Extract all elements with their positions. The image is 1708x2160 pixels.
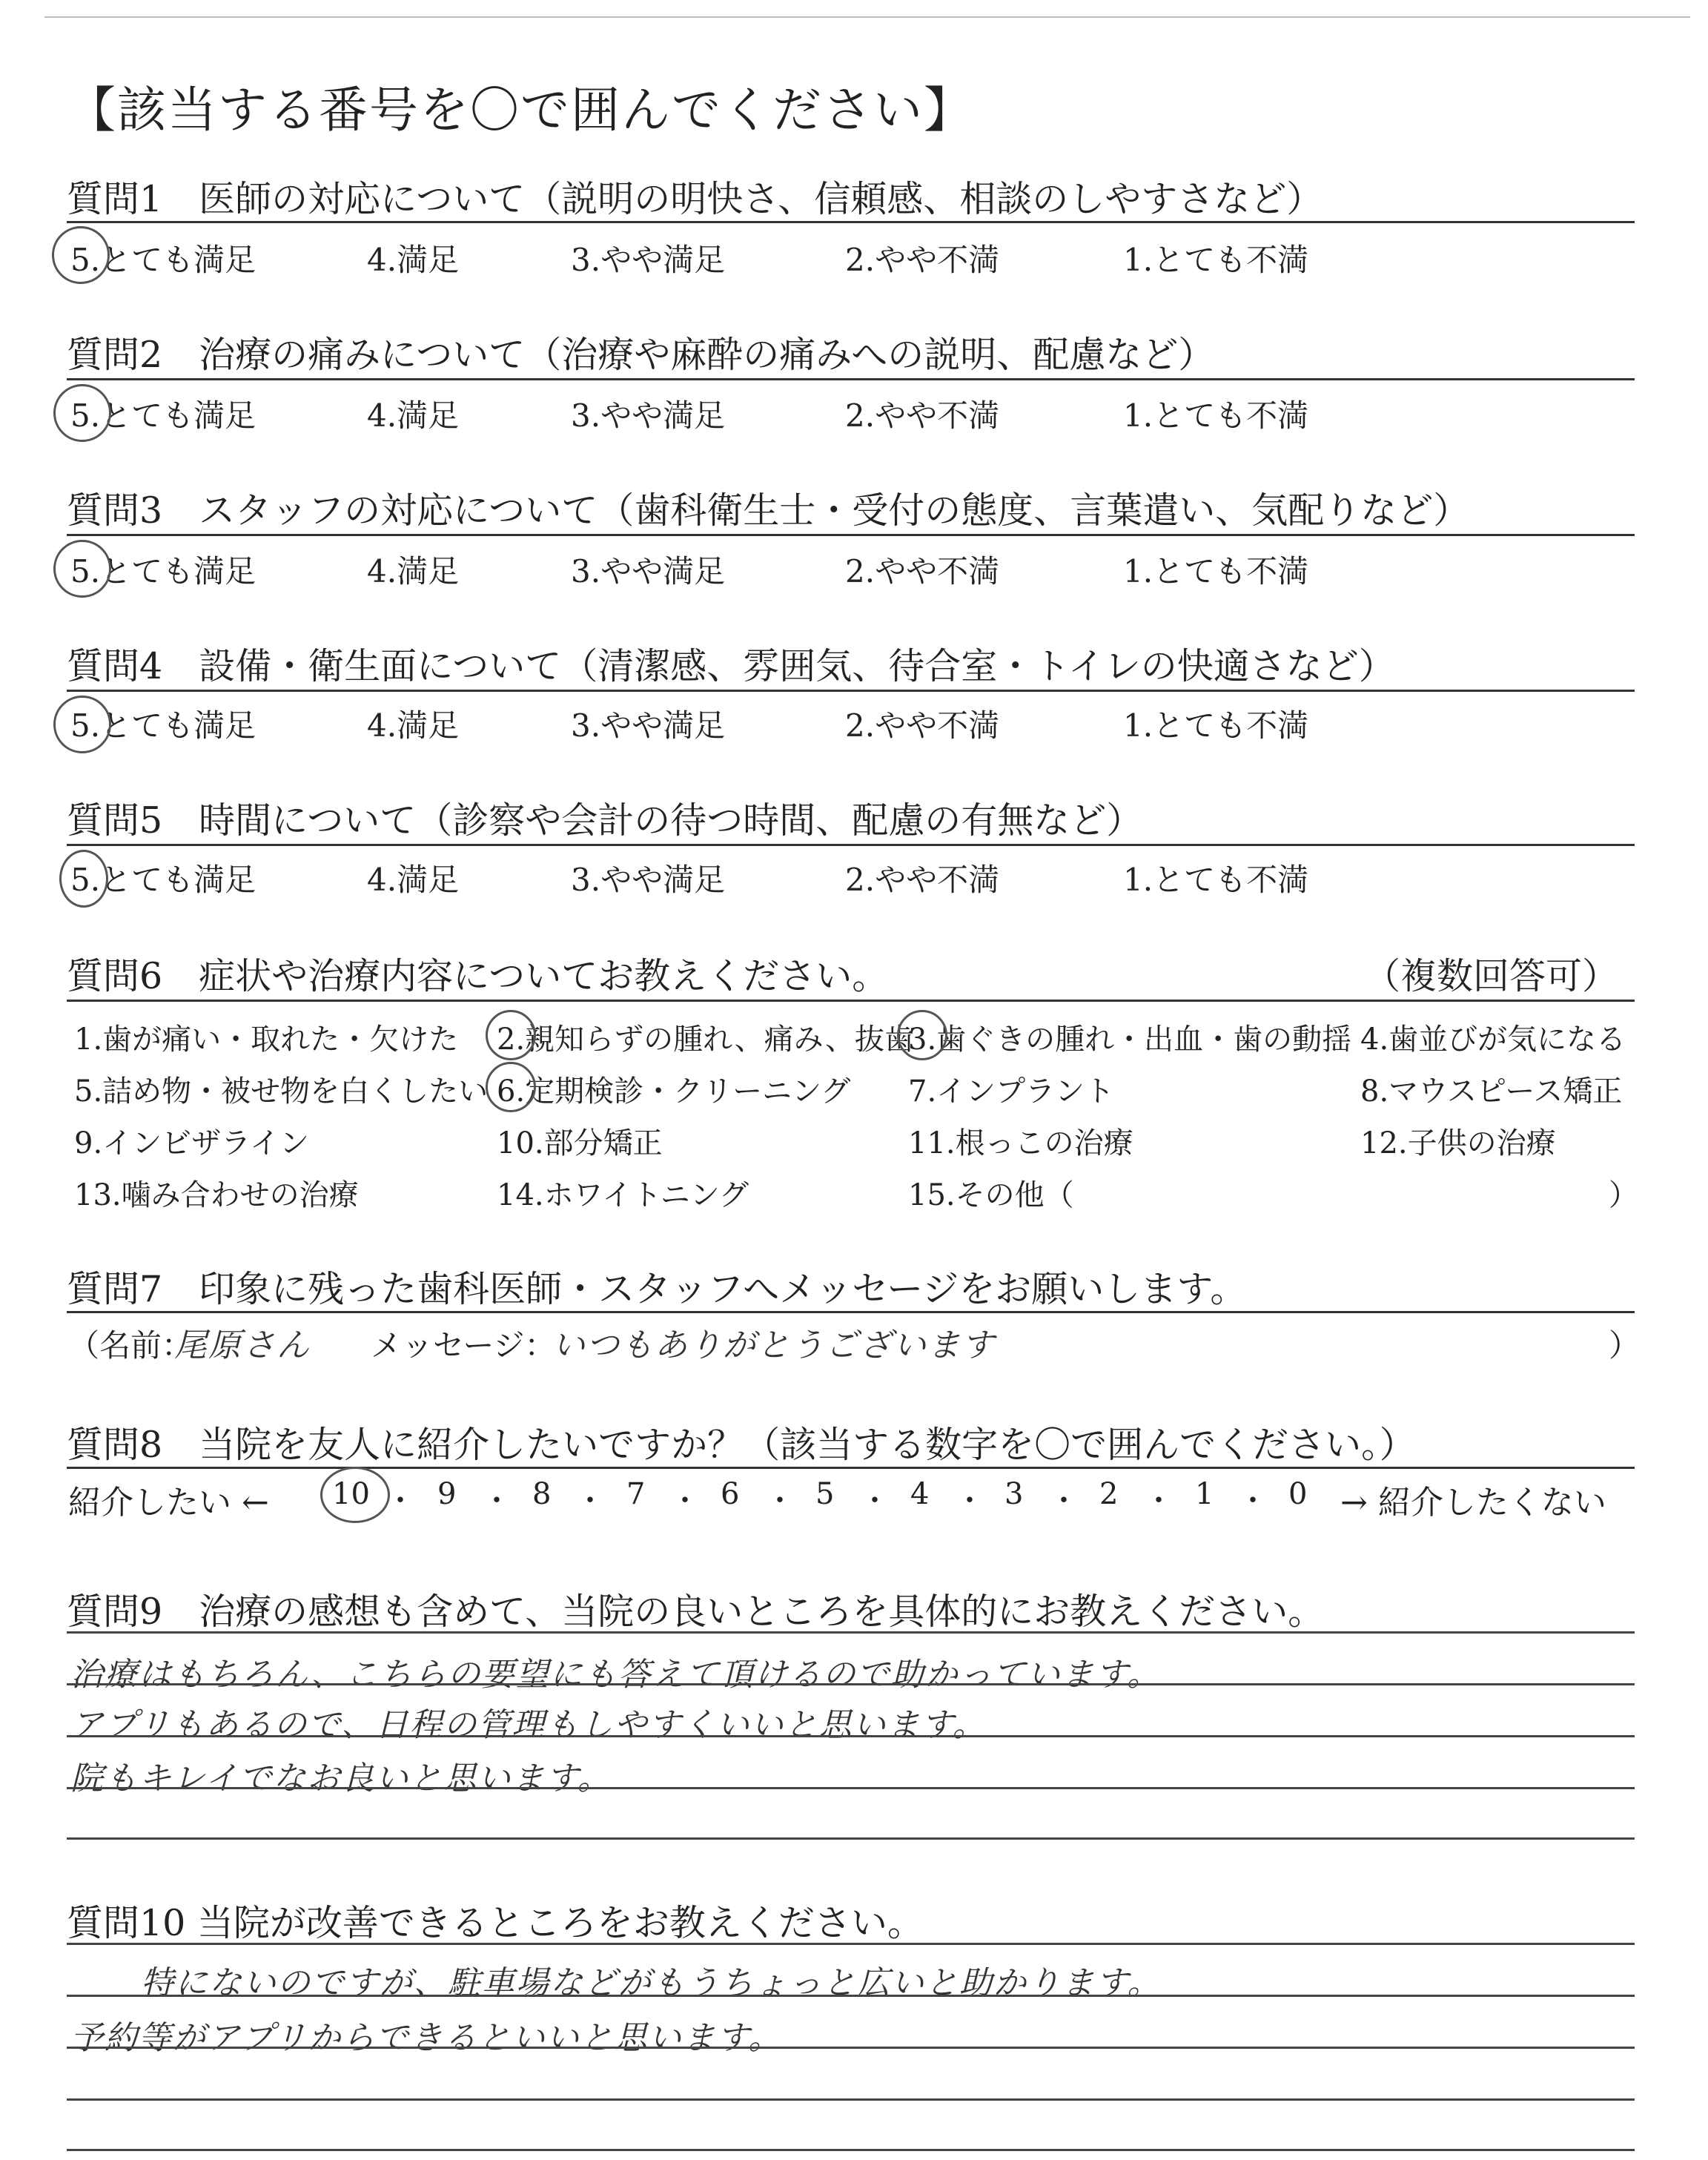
- q8-dot: ・: [385, 1484, 415, 1518]
- q8-dot: ・: [1049, 1484, 1079, 1518]
- q6-option-5[interactable]: 5.詰め物・被せ物を白くしたい: [74, 1074, 489, 1109]
- q8-dot: ・: [765, 1484, 795, 1518]
- q6-option-14[interactable]: 14.ホワイトニング: [497, 1178, 749, 1212]
- page-title: 【該当する番号を〇で囲んでください】: [67, 82, 974, 139]
- q6-option-11[interactable]: 11.根っこの治療: [908, 1126, 1133, 1160]
- q2-option-1[interactable]: 1.とても不満: [1123, 397, 1309, 434]
- q4-selection-circle: [53, 696, 111, 753]
- q7-message-label: メッセージ：: [371, 1327, 556, 1364]
- q8-selection-circle: [320, 1467, 390, 1523]
- q3-option-4[interactable]: 4.満足: [367, 553, 460, 589]
- q6-option-10[interactable]: 10.部分矯正: [497, 1126, 663, 1160]
- q8-dot: ・: [482, 1484, 512, 1518]
- q10-rule-3: [67, 2047, 1635, 2049]
- q8-scale-3[interactable]: 3: [1004, 1477, 1024, 1511]
- q1-option-1[interactable]: 1.とても不満: [1123, 242, 1309, 278]
- q5-option-1[interactable]: 1.とても不満: [1123, 862, 1309, 898]
- q6-option-3[interactable]: 3.歯ぐきの腫れ・出血・歯の動揺: [908, 1023, 1352, 1057]
- q6-selection-circle-3: [897, 1010, 947, 1060]
- q4-option-4[interactable]: 4.満足: [367, 707, 460, 744]
- q3-option-5[interactable]: 5.とても満足: [70, 553, 256, 589]
- q2-option-5[interactable]: 5.とても満足: [70, 397, 256, 434]
- q8-dot: ・: [1144, 1484, 1174, 1518]
- question-1-title: 質問1 医師の対応について（説明の明快さ、信頼感、相談のしやすさなど）: [67, 178, 1323, 220]
- question-10-title: 質問10 当院が改善できるところをお教えください。: [67, 1902, 924, 1944]
- question-5-rule: [67, 844, 1635, 846]
- q8-left-label: 紹介したい ←: [68, 1484, 269, 1522]
- q1-option-4[interactable]: 4.満足: [367, 242, 460, 278]
- q6-selection-circle-6: [486, 1062, 536, 1112]
- q2-option-2[interactable]: 2.やや不満: [845, 397, 1000, 434]
- q6-option-15-close: ）: [1609, 1178, 1638, 1212]
- q8-scale-5[interactable]: 5: [815, 1477, 835, 1511]
- q8-dot: ・: [860, 1484, 890, 1518]
- q6-option-4[interactable]: 4.歯並びが気になる: [1360, 1023, 1626, 1057]
- q8-dot: ・: [1238, 1484, 1268, 1518]
- q9-rule-4: [67, 1787, 1635, 1789]
- q8-dot: ・: [955, 1484, 984, 1518]
- q7-name-value[interactable]: 尾原さん: [174, 1327, 311, 1364]
- question-3-title: 質問3 スタッフの対応について（歯科衛生士・受付の態度、言葉遣い、気配りなど）: [67, 489, 1470, 532]
- q4-option-2[interactable]: 2.やや不満: [845, 707, 1000, 744]
- q8-scale-6[interactable]: 6: [721, 1477, 740, 1511]
- q4-option-5[interactable]: 5.とても満足: [70, 707, 256, 744]
- q5-selection-circle: [59, 850, 108, 908]
- q9-rule-1: [67, 1631, 1635, 1634]
- q5-option-2[interactable]: 2.やや不満: [845, 862, 1000, 898]
- q8-scale-9[interactable]: 9: [437, 1477, 457, 1511]
- question-6-title: 質問6 症状や治療内容についてお教えください。: [67, 955, 889, 997]
- question-2-rule: [67, 378, 1635, 380]
- q6-selection-circle-2: [486, 1010, 536, 1060]
- question-7-rule: [67, 1311, 1635, 1313]
- q6-option-1[interactable]: 1.歯が痛い・取れた・欠けた: [74, 1023, 459, 1057]
- q3-selection-circle: [53, 540, 111, 598]
- q4-option-1[interactable]: 1.とても不満: [1123, 707, 1309, 744]
- question-8-rule: [67, 1467, 1635, 1469]
- q5-option-4[interactable]: 4.満足: [367, 862, 460, 898]
- q6-option-12[interactable]: 12.子供の治療: [1360, 1126, 1556, 1160]
- q9-answer-line-3[interactable]: 院もキレイでなお良いと思います。: [70, 1760, 612, 1797]
- q1-option-5[interactable]: 5.とても満足: [70, 242, 256, 278]
- q6-option-15[interactable]: 15.その他（: [908, 1178, 1074, 1212]
- question-8-title: 質問8 当院を友人に紹介したいですか？（該当する数字を〇で囲んでください。）: [67, 1424, 1416, 1466]
- q8-scale-4[interactable]: 4: [910, 1477, 930, 1511]
- q3-option-1[interactable]: 1.とても不満: [1123, 553, 1309, 589]
- q8-dot: ・: [670, 1484, 700, 1518]
- q10-answer-line-2[interactable]: 予約等がアプリからできるといいと思います。: [70, 2019, 783, 2057]
- q9-answer-line-1[interactable]: 治療はもちろん、こちらの要望にも答えて頂けるので助かっています。: [70, 1656, 1162, 1694]
- question-2-title: 質問2 治療の痛みについて（治療や麻酔の痛みへの説明、配慮など）: [67, 334, 1215, 376]
- question-5-title: 質問5 時間について（診察や会計の待つ時間、配慮の有無など）: [67, 799, 1143, 842]
- q8-scale-7[interactable]: 7: [626, 1477, 646, 1511]
- question-1-rule: [67, 221, 1635, 223]
- q8-scale-10[interactable]: 10: [332, 1477, 370, 1511]
- q1-selection-circle: [52, 226, 110, 284]
- q3-option-3[interactable]: 3.やや満足: [571, 553, 726, 589]
- q10-rule-4: [67, 2098, 1635, 2101]
- q8-scale-2[interactable]: 2: [1099, 1477, 1119, 1511]
- q6-option-9[interactable]: 9.インビザライン: [74, 1126, 309, 1160]
- q9-rule-5: [67, 1837, 1635, 1840]
- q6-option-13[interactable]: 13.噛み合わせの治療: [74, 1178, 359, 1212]
- question-7-title: 質問7 印象に残った歯科医師・スタッフへメッセージをお願いします。: [67, 1268, 1247, 1310]
- q7-name-label: （名前：: [68, 1327, 193, 1364]
- q5-option-3[interactable]: 3.やや満足: [571, 862, 726, 898]
- q10-rule-2: [67, 1995, 1635, 1997]
- q8-scale-0[interactable]: 0: [1288, 1477, 1308, 1511]
- q10-rule-1: [67, 1943, 1635, 1945]
- q8-scale-8[interactable]: 8: [532, 1477, 552, 1511]
- q9-rule-3: [67, 1735, 1635, 1737]
- q10-rule-5: [67, 2149, 1635, 2151]
- q4-option-3[interactable]: 3.やや満足: [571, 707, 726, 744]
- q1-option-2[interactable]: 2.やや不満: [845, 242, 1000, 278]
- q8-scale-1[interactable]: 1: [1195, 1477, 1214, 1511]
- q9-answer-line-2[interactable]: アプリもあるので、日程の管理もしやすくいいと思います。: [70, 1706, 987, 1744]
- q2-selection-circle: [53, 384, 111, 442]
- q8-right-label: → 紹介したくない: [1340, 1484, 1606, 1522]
- q2-option-3[interactable]: 3.やや満足: [571, 397, 726, 434]
- question-6-rule: [67, 1000, 1635, 1002]
- q1-option-3[interactable]: 3.やや満足: [571, 242, 726, 278]
- q9-rule-2: [67, 1683, 1635, 1685]
- q6-option-2[interactable]: 2.親知らずの腫れ、痛み、抜歯: [497, 1023, 914, 1057]
- q10-answer-line-1[interactable]: 特にないのですが、駐車場などがもうちょっと広いと助かります。: [141, 1964, 1162, 2002]
- q6-option-8[interactable]: 8.マウスピース矯正: [1360, 1074, 1623, 1109]
- question-4-title: 質問4 設備・衛生面について（清潔感、雰囲気、待合室・トイレの快適さなど）: [67, 645, 1395, 687]
- q3-option-2[interactable]: 2.やや不満: [845, 553, 1000, 589]
- q2-option-4[interactable]: 4.満足: [367, 397, 460, 434]
- question-4-rule: [67, 690, 1635, 692]
- q6-option-7[interactable]: 7.インプラント: [908, 1074, 1115, 1109]
- question-6-note: （複数回答可）: [1364, 955, 1619, 997]
- q5-option-5[interactable]: 5.とても満足: [70, 862, 256, 898]
- question-3-rule: [67, 534, 1635, 536]
- scan-top-edge: [44, 16, 1690, 18]
- q8-dot: ・: [575, 1484, 605, 1518]
- q7-message-value[interactable]: いつもありがとうございます: [552, 1327, 996, 1364]
- q7-close-paren: ）: [1609, 1327, 1641, 1364]
- q6-option-6[interactable]: 6.定期検診・クリーニング: [497, 1074, 851, 1109]
- question-9-title: 質問9 治療の感想も含めて、当院の良いところを具体的にお教えください。: [67, 1591, 1325, 1633]
